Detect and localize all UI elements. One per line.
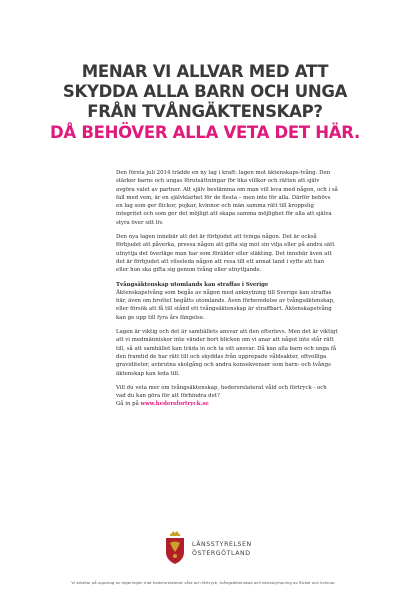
- headline-pink-line: DÅ BEHÖVER ALLA VETA DET HÄR.: [50, 123, 360, 142]
- cta-prefix: Gå in på: [116, 401, 141, 408]
- lansstyrelsen-logo: [164, 530, 274, 570]
- headline-line-1: MENAR VI ALLVAR MED ATT: [81, 62, 329, 81]
- paragraph-intro: Den första juli 2014 trädde en ny lag i kraft: lagen mot äktenskaps-tvång. Den stärker barns och ungas förutsättningar för lika villkor och rätten att själv avgöra valet av partner. Att själv bestämma om man vill leva med någon, och i så fall med vem, är en självklarhet för de flesta – men inte för alla. Därför behövs en lag som ger flickor, pojkar, kvinnor och män samma rätt till kroppslig integritet och som ger det möjligt att skapa samma möjlighet för alla att själva styra över sitt liv.: [116, 170, 338, 226]
- paragraph-responsibility: Lagen är viktig och det är samhällets ansvar att den efterlevs. Men det är viktigt att vi medmänniskor inte vänder bort blicken om vi anar att något inte står rätt till, så att samhället kan träda in och ta sitt ansvar. Då kan alla barn och unga få den framtid de har rätt till och skyddas från upprepade våldsakter, oftvolliga graviditeter, avbrutna skolgång och andra konsekvenser som barn- och tvångs äktenskap kan leda till.: [116, 329, 338, 377]
- paragraph-law: Den nya lagen innebär att det är förbjudet att tvinga någon. Det är också förbjudet att påverka, pressa någon att gifta sig mot sin vilja eller på andra sätt utnyttja det överläge man har som förälder eller släkting. Det innebär även att det är förbjudet att vilseleda någon att resa till ett annat land i syfte att han eller hon ska gifta sig genom tvång eller utnyttjande.: [116, 234, 335, 274]
- crest-icon: [164, 530, 186, 566]
- footer-note: Vi arbetar på uppdrag av regeringen mot hedersrelaterat våld och förtryck, tvångsäktenskap och könsstympning av flickor och kvinnor.: [71, 580, 336, 585]
- org-name-line-2: ÖSTERGÖTLAND: [192, 550, 251, 557]
- organization-name: [192, 540, 252, 558]
- cta-question: Vill du veta mer om tvångsäktenskap, hedersrelaterat våld och förtryck - och vad du kan göra för att förhindra det?: [116, 384, 327, 400]
- headline-line-2: SKYDDA ALLA BARN OCH UNGA: [62, 82, 348, 101]
- headline: [40, 62, 370, 143]
- paragraph-abroad: Äktenskapstvång som begås av någon med anknytning till Sverige kan straffas här, även om brottet begåtts utomlands. Även förberedelse av tvångsäktenskap, eller försök att få till stånd ett tvångsäktenskap är straffbart. Äktenskapstvång kan ge upp till fyra års fängelse.: [116, 289, 335, 321]
- body-text: [116, 169, 338, 409]
- subheading-abroad: Tvångsäktenskap utomlands kan straffas i Sverige: [116, 281, 269, 288]
- headline-line-3: FRÅN TVÅNGÄKTENSKAP?: [87, 102, 323, 121]
- website-link[interactable]: www.hedersfortryck.se: [140, 401, 209, 408]
- paragraph-cta: [116, 384, 338, 409]
- org-name-line-1: LÄNSSTYRELSEN: [192, 541, 252, 548]
